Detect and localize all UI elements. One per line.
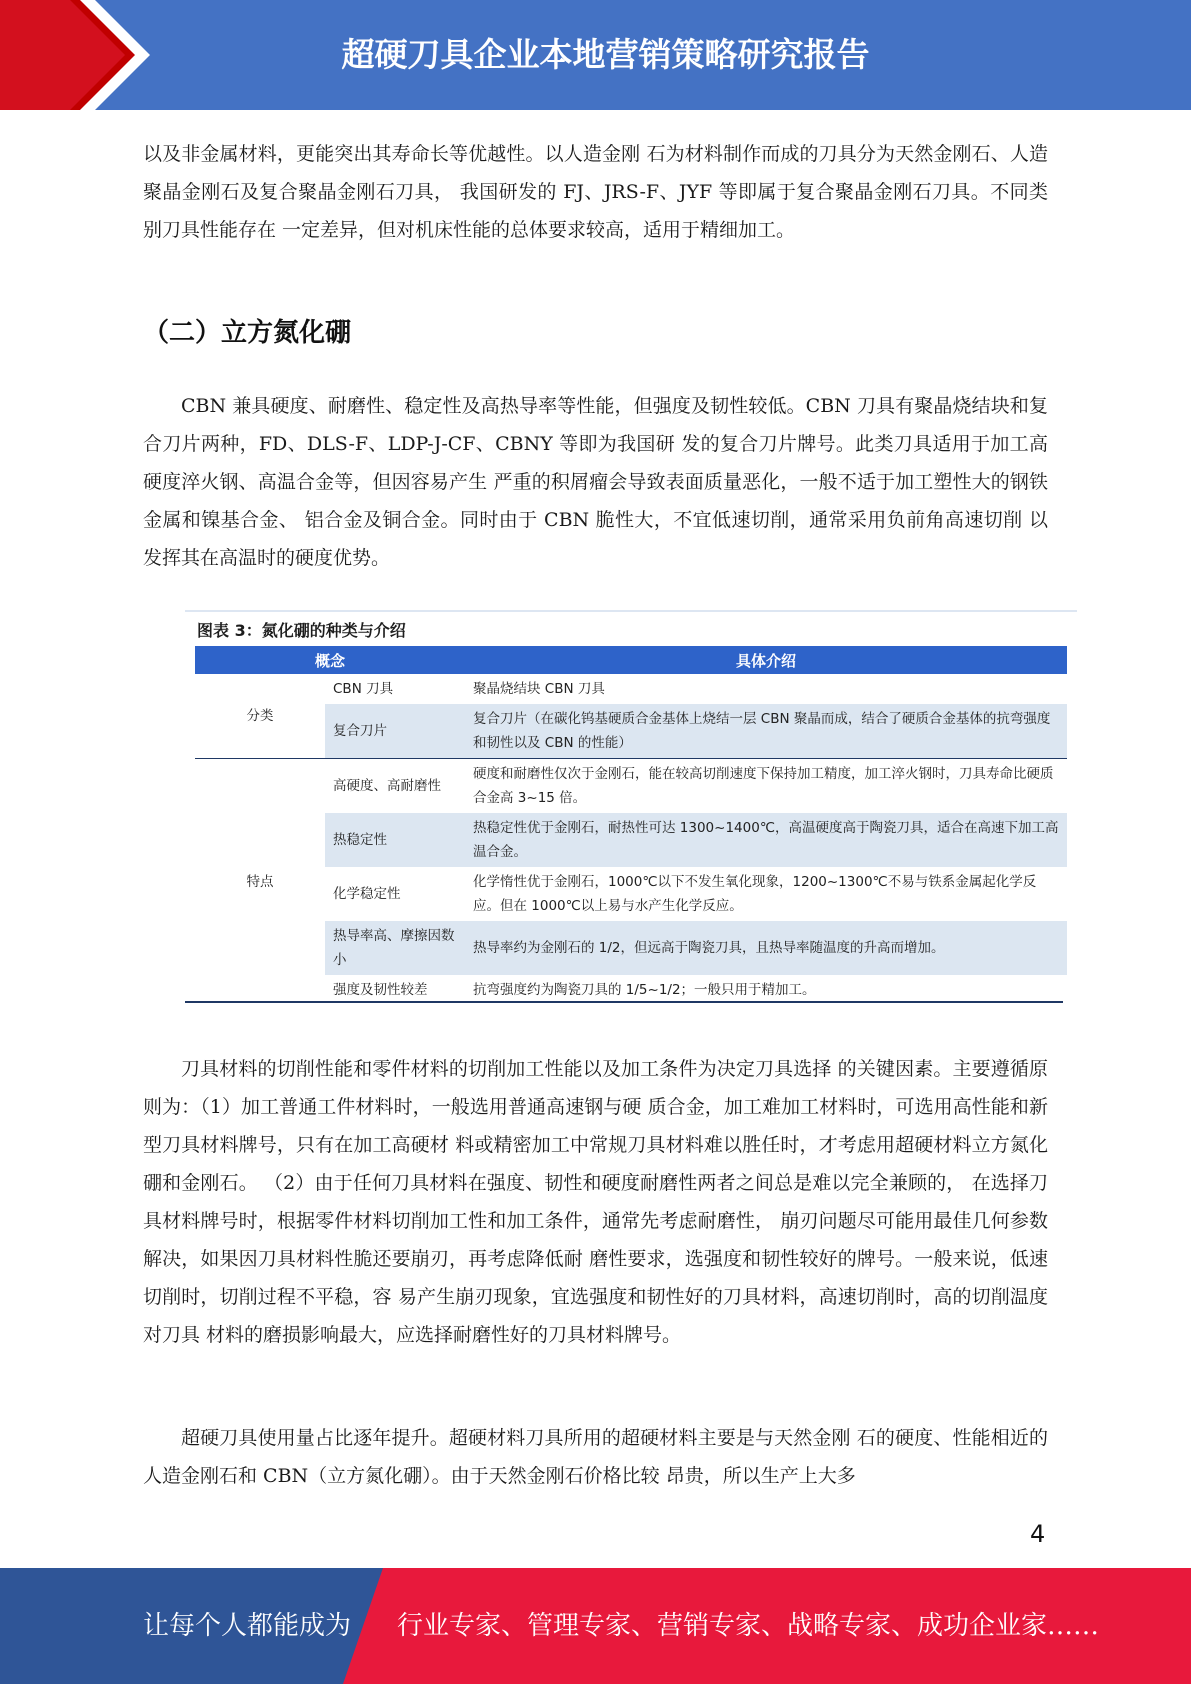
paragraph-tool-selection: 刀具材料的切削性能和零件材料的切削加工性能以及加工条件为决定刀具选择 的关键因素。主要遵循原则为：（1）加工普通工件材料时，一般选用普通高速钢与硬 质合金，加工难加工材料时，可选用高性能和新型刀具材料牌号，只有在加工高硬材 料或精密加工中常规刀具材料难以胜任时，才考虑用超硬材料立方氮化硼和金刚石。 （2）由于任何刀具材料在强度、韧性和硬度耐磨性两者之间总是难以完全兼顾的， 在选择刀具材料牌号时，根据零件材料切削加工性和加工条件，通常先考虑耐磨性， 崩刃问题尽可能用最佳几何参数解决，如果因刀具材料性脆还要崩刃，再考虑降低耐 磨性要求，选强度和韧性较好的牌号。一般来说，低速切削时，切削过程不平稳，容 易产生崩刃现象，宜选强度和韧性好的刀具材料，高速切削时，高的切削温度对刀具 材料的磨损影响最大，应选择耐磨性好的刀具材料牌号。 — [143, 1058, 1048, 1346]
figure-top-rule — [185, 610, 1077, 612]
description-cell: 复合刀片（在碳化钨基硬质合金基体上烧结一层 CBN 聚晶而成，结合了硬质合金基体的抗弯强度和韧性以及 CBN 的性能） — [465, 704, 1067, 759]
table-row — [195, 921, 1067, 975]
column-header-concept: 概念 — [195, 646, 465, 674]
sub-concept-cell: 强度及韧性较差 — [333, 982, 428, 998]
sub-concept-cell: CBN 刀具 — [333, 681, 394, 697]
sub-concept-cell: 高硬度、高耐磨性 — [325, 759, 465, 814]
page-footer — [0, 1568, 1191, 1684]
column-header-detail: 具体介绍 — [465, 646, 1067, 674]
page-number: 4 — [1030, 1520, 1046, 1548]
description-cell: 热导率约为金刚石的 1/2，但远高于陶瓷刀具，且热导率随温度的升高而增加。 — [465, 921, 1067, 975]
description-cell: 聚晶烧结块 CBN 刀具 — [473, 681, 605, 697]
category-cell: 特点 — [195, 759, 325, 1006]
description-cell: 热稳定性优于金刚石，耐热性可达 1300~1400℃，高温硬度高于陶瓷刀具，适合在高速下加工高温合金。 — [465, 813, 1067, 867]
footer-slogan-left: 让每个人都能成为 — [143, 1611, 352, 1641]
description-cell: 硬度和耐磨性仅次于金刚石，能在较高切削速度下保持加工精度，加工淬火钢时，刀具寿命比硬质合金高 3~15 倍。 — [465, 759, 1067, 814]
sub-concept-cell: 热导率高、摩擦因数小 — [325, 921, 465, 975]
figure-bottom-rule — [185, 1001, 1063, 1003]
sub-concept-cell: 热稳定性 — [325, 813, 465, 867]
report-title: 超硬刀具企业本地营销策略研究报告 — [341, 35, 870, 74]
page-header — [0, 0, 1191, 110]
footer-slogan-right: 行业专家、管理专家、营销专家、战略专家、成功企业家…… — [397, 1611, 1100, 1641]
sub-concept-cell: 复合刀片 — [325, 704, 465, 759]
description-cell: 抗弯强度约为陶瓷刀具的 1/5~1/2；一般只用于精加工。 — [473, 982, 816, 998]
section-title-cbn: （二）立方氮化硼 — [143, 318, 352, 348]
description-cell: 化学惰性优于金刚石，1000℃以下不发生氧化现象，1200~1300℃不易与铁系金属起化学反应。但在 1000℃以上易与水产生化学反应。 — [473, 874, 1037, 914]
paragraph-cbn: CBN 兼具硬度、耐磨性、稳定性及高热导率等性能，但强度及韧性较低。CBN 刀具有聚晶烧结块和复合刀片两种，FD、DLS-F、LDP-J-CF、CBNY 等即为我国研 发的复合刀片牌号。此类刀具适用于加工高硬度淬火钢、高温合金等，但因容易产生 严重的积屑瘤会导致表面质量恶化，一般不适于加工塑性大的钢铁金属和镍基合金、 铝合金及铜合金。同时由于 CBN 脆性大，不宜低速切削，通常采用负前角高速切削 以发挥其在高温时的硬度优势。 — [143, 395, 1048, 569]
figure-cbn-table — [185, 608, 1077, 1004]
cbn-types-table — [195, 646, 1067, 1005]
table-row — [195, 813, 1067, 867]
table-row — [195, 867, 1067, 921]
paragraph-diamond-tools: 以及非金属材料，更能突出其寿命长等优越性。以人造金刚 石为材料制作而成的刀具分为天然金刚石、人造聚晶金刚石及复合聚晶金刚石刀具， 我国研发的 FJ、JRS-F、JYF 等即属于复合聚晶金刚石刀具。不同类别刀具性能存在 一定差异，但对机床性能的总体要求较高，适用于精细加工。 — [143, 143, 1048, 241]
table-row — [195, 759, 1067, 814]
figure-caption: 图表 3：氮化硼的种类与介绍 — [197, 621, 406, 640]
sub-concept-cell: 化学稳定性 — [333, 886, 401, 902]
table-row — [195, 674, 1067, 704]
table-row — [195, 704, 1067, 759]
paragraph-usage-trend: 超硬刀具使用量占比逐年提升。超硬材料刀具所用的超硬材料主要是与天然金刚 石的硬度、性能相近的人造金刚石和 CBN（立方氮化硼）。由于天然金刚石价格比较 昂贵，所以生产上大多 — [143, 1427, 1048, 1487]
table-header-row — [195, 646, 1067, 674]
category-cell: 分类 — [195, 674, 325, 759]
